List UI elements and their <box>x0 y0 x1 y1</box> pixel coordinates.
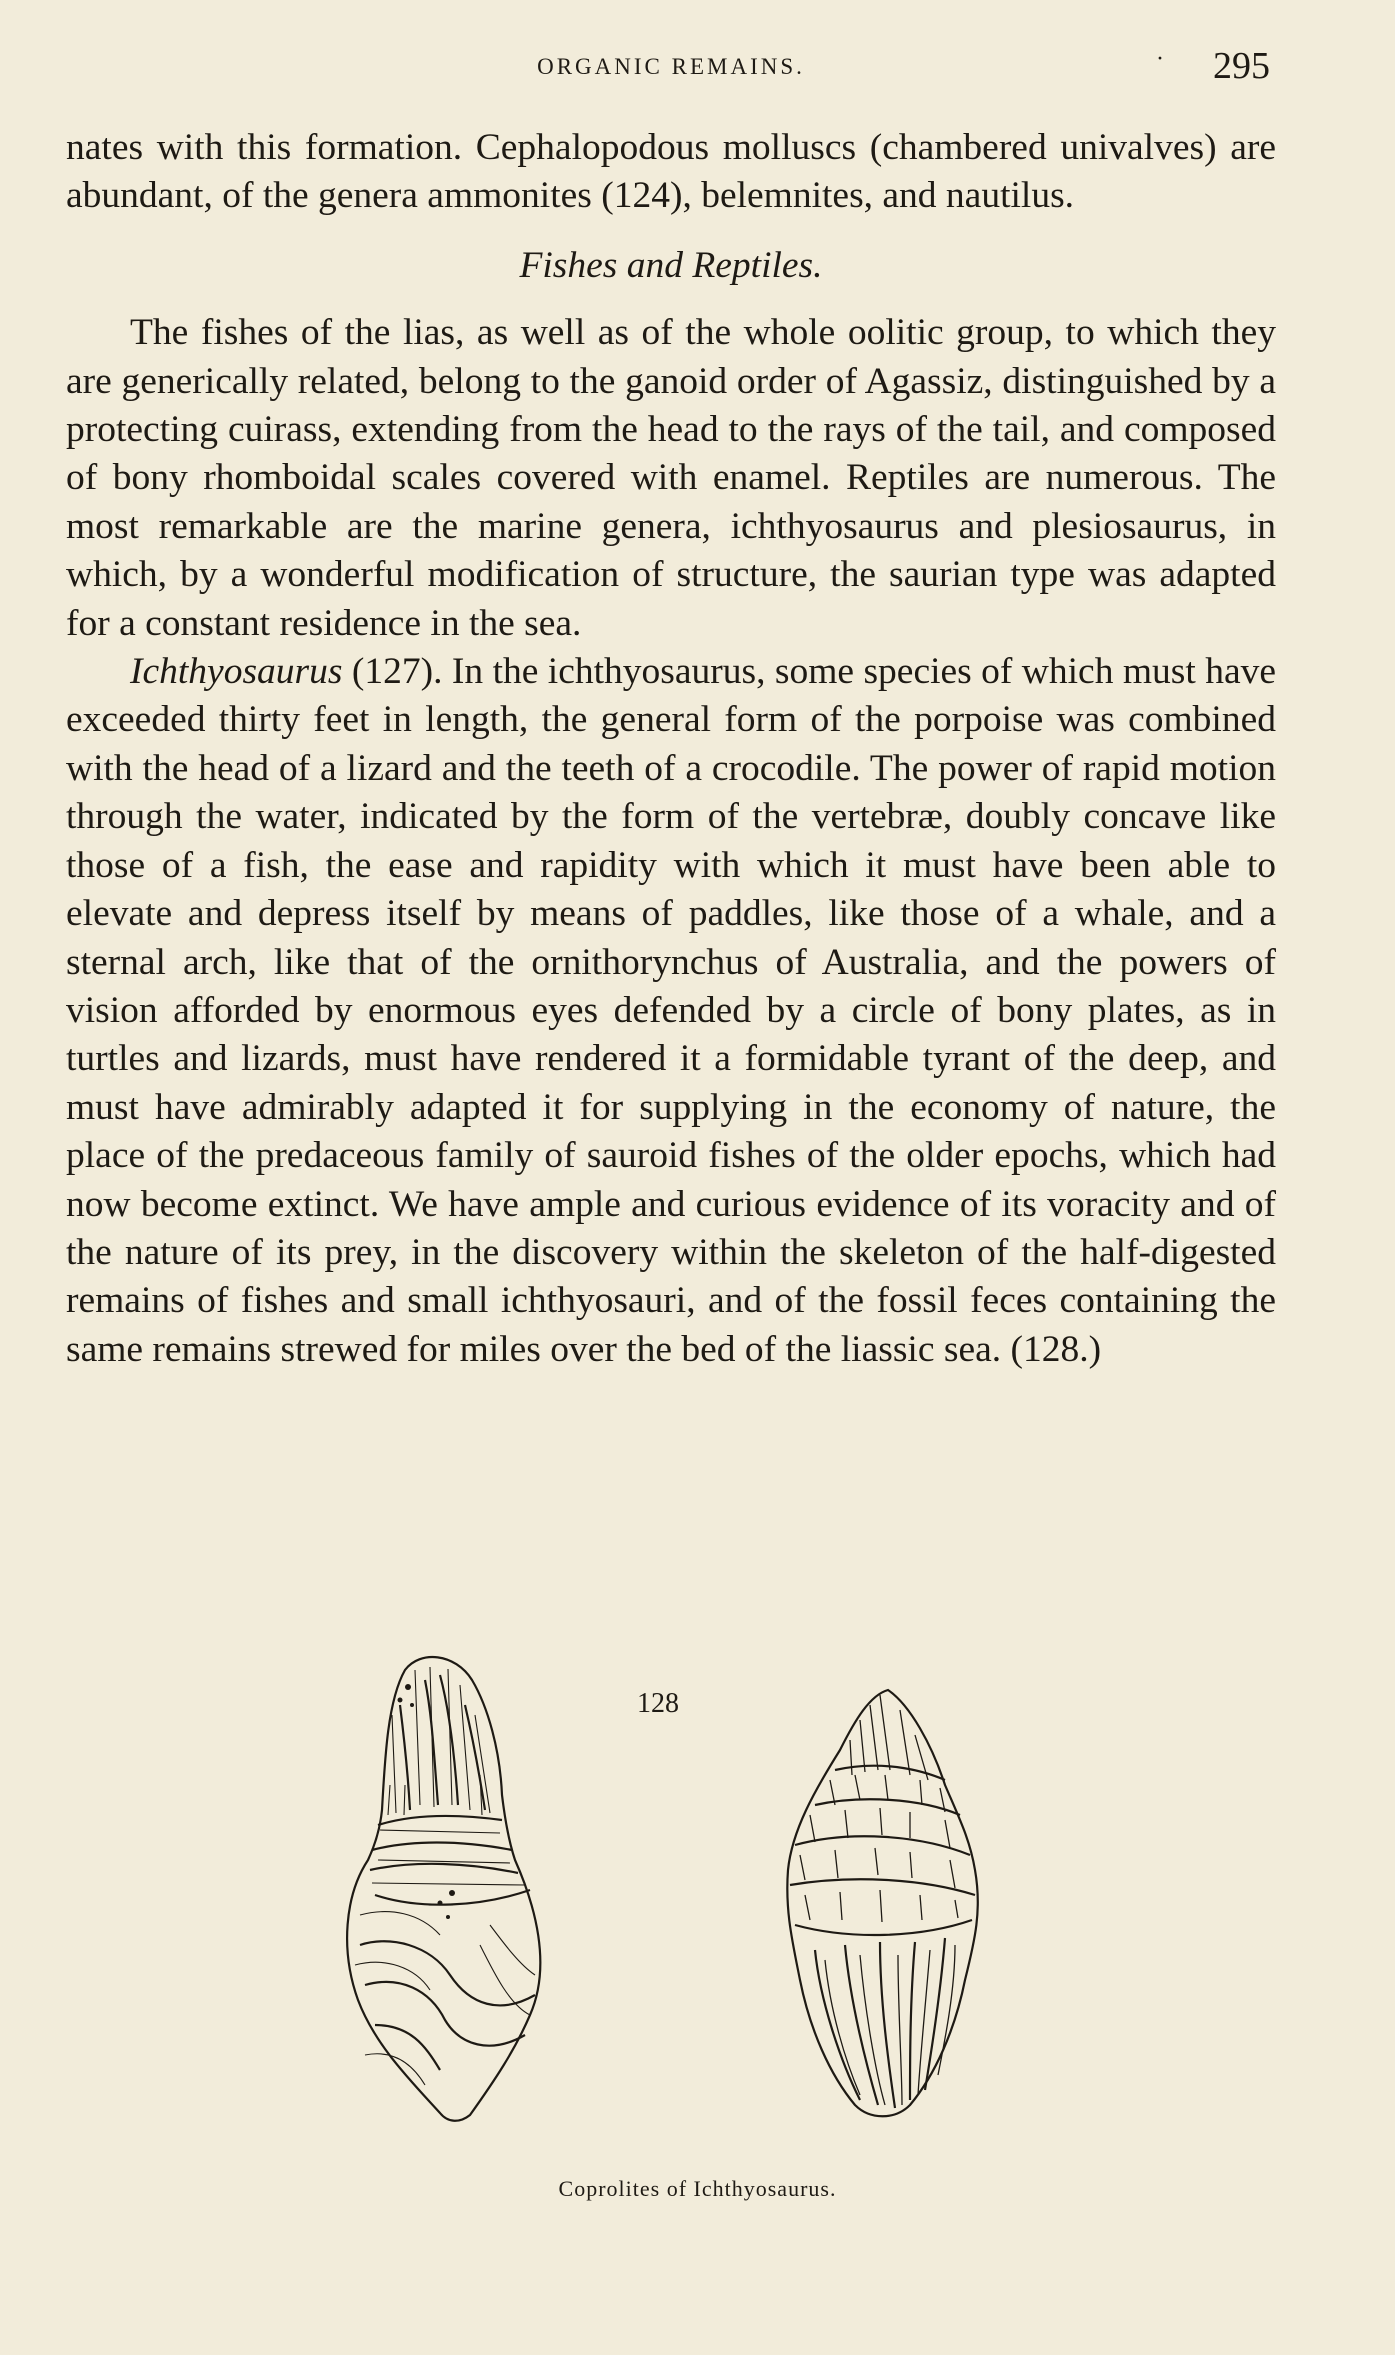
printer-dot: · <box>1156 46 1164 72</box>
section-heading: Fishes and Reptiles. <box>519 244 823 286</box>
paragraph-ichthyosaurus-text: (127). In the ichthyosaurus, some species of which must have exceeded thirty feet in length, the general form of the porpoise was combined with the head of a lizard and the teeth of a crocodile. The power of rapid motion through the water, indicated by the form of the vertebræ, doubly concave like those of a fish, the ease and rapidity with which it must have been able to elevate and depress itself by means of paddles, like those of a whale, and a sternal arch, like that of the ornithorynchus of Australia, and the powers of vision afforded by enormous eyes defended by a circle of bony plates, as in turtles and lizards, must have rendered it a formidable tyrant of the deep, and must have admirably adapted it for supplying in the economy of nature, the place of the predaceous family of sauroid fishes of the older epochs, which had now become extinct. We have ample and curious evidence of its voracity and of the nature of its prey, in the discovery within the skeleton of the half-digested remains of fishes and small ichthyosauri, and of the fossil feces containing the same remains strewed for miles over the bed of the liassic sea. (128.) <box>66 651 1276 1370</box>
page-number: 295 <box>1213 45 1270 87</box>
paragraph-continued: nates with this formation. Cephalopodous molluscs (chambered univalves) are abundant, of the genera ammonites (124), belemnites, and nautilus. <box>66 127 1276 217</box>
coprolite-right-illustration <box>760 1680 1000 2125</box>
main-text <box>66 124 1276 1374</box>
paragraph-fishes: The fishes of the lias, as well as of the whole oolitic group, to which they are generically related, belong to the ganoid order of Agassiz, distinguished by a protecting cuirass, extending from the head to the rays of the tail, and composed of bony rhomboidal scales covered with enamel. Reptiles are numerous. The most remarkable are the marine genera, ichthyosaurus and plesiosaurus, in which, by a wonderful modification of structure, the saurian type was adapted for a constant residence in the sea. <box>66 312 1276 644</box>
running-title: ORGANIC REMAINS. <box>537 54 805 79</box>
paragraph-lead-italic: Ichthyosaurus <box>130 651 343 693</box>
coprolite-left-illustration <box>330 1645 595 2125</box>
running-head <box>66 44 1276 94</box>
paragraph-ichthyosaurus <box>66 648 1276 1374</box>
figure-caption: Coprolites of Ichthyosaurus. <box>558 2176 837 2201</box>
figure-number: 128 <box>637 1688 679 1719</box>
